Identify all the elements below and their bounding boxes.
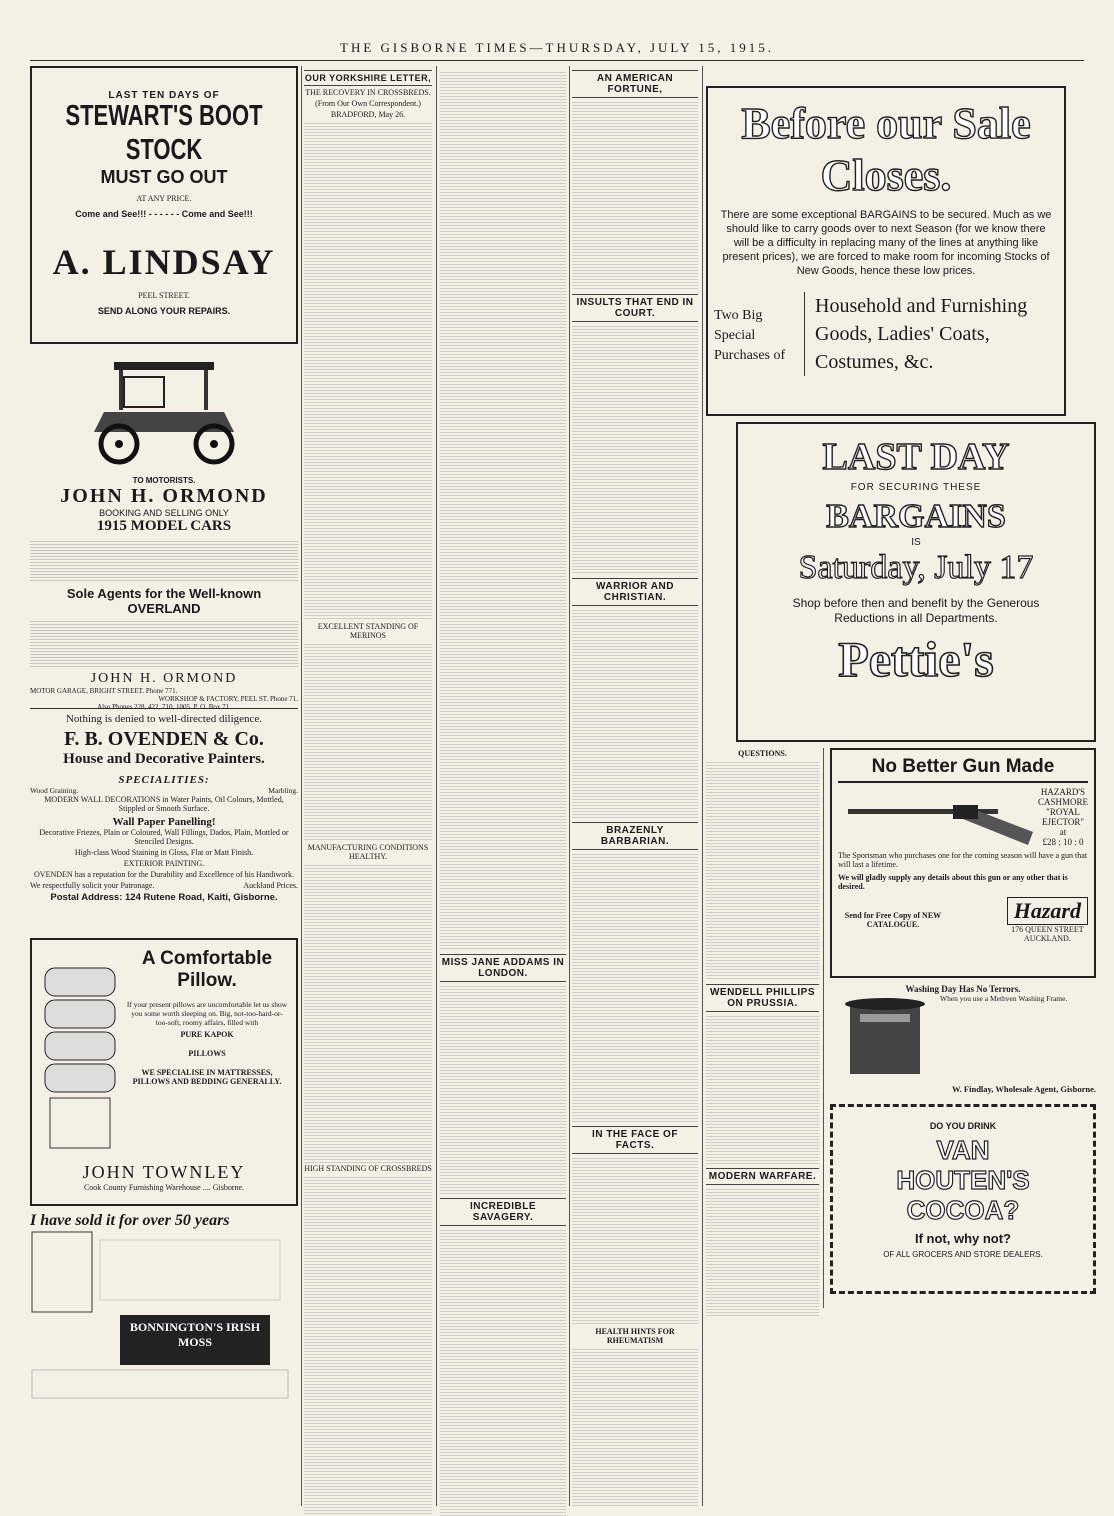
- stewart-line1: LAST TEN DAYS OF: [108, 90, 220, 101]
- questions-heading: QUESTIONS.: [738, 749, 787, 758]
- bonnington-head: I have sold it for over 50 years: [30, 1212, 230, 1229]
- crossbreds-body: [304, 1175, 432, 1516]
- insults-heading: INSULTS THAT END IN COURT.: [572, 294, 698, 322]
- ormond-to: TO MOTORISTS.: [132, 476, 196, 485]
- lindsay-tagline: SEND ALONG YOUR REPAIRS.: [97, 306, 231, 316]
- warrior-heading: WARRIOR AND CHRISTIAN.: [572, 578, 698, 606]
- petties-is: IS: [911, 537, 921, 548]
- masthead-rule: [30, 60, 1084, 61]
- hazard-name: HAZARD'S: [1040, 787, 1086, 797]
- petties-lastday-ad: [736, 422, 1096, 742]
- barbarian-body: [572, 852, 698, 1122]
- ormond-workshop: WORKSHOP & FACTORY, PEEL ST. Phone 71.: [158, 695, 298, 703]
- ovenden-denied: Nothing is denied to well-directed diligence.: [65, 713, 263, 725]
- petties-for: FOR SECURING THESE: [850, 482, 982, 493]
- column-3: [440, 66, 566, 1516]
- petties-shop: Shop before then and benefit by the Generous Reductions in all Departments.: [792, 596, 1040, 625]
- column-4: [572, 66, 698, 1516]
- facts-heading: IN THE FACE OF FACTS.: [572, 1126, 698, 1154]
- ovenden-wallpaper: Wall Paper Panelling!: [112, 816, 216, 828]
- column-1: [30, 66, 298, 1516]
- bonnington-brand: BONNINGTON'S IRISH MOSS: [129, 1320, 261, 1349]
- hazard-addr1: 176 QUEEN STREET: [1011, 925, 1084, 934]
- ormond-name: JOHN H. ORMOND: [60, 485, 268, 507]
- bonnington-ad: [30, 1212, 298, 1412]
- vanhouten-dealers: OF ALL GROCERS AND STORE DEALERS.: [883, 1250, 1043, 1259]
- hazard-title: No Better Gun Made: [838, 756, 1088, 783]
- washing-frame-illustration: [830, 994, 940, 1084]
- shotgun-illustration: [838, 787, 1038, 847]
- ormond-signature: JOHN H. ORMOND: [90, 671, 238, 686]
- yorkshire-place: BRADFORD, May 26.: [330, 110, 406, 119]
- ovenden-rep: OVENDEN has a reputation for the Durability and Excellence of his Handiwork.: [34, 870, 294, 879]
- petties-sale-ad: [706, 86, 1066, 416]
- addams-heading: MISS JANE ADDAMS IN LONDON.: [440, 954, 566, 982]
- ovenden-modern: MODERN WALL DECORATIONS in Water Paints, Oil Colours, Mottled, Stippled or Smooth Surface.: [44, 795, 284, 813]
- questions-column: [706, 748, 824, 1308]
- vanhouten-brand2: HOUTEN'S: [896, 1165, 1030, 1195]
- insults-body: [572, 324, 698, 574]
- findlay-ad: [830, 984, 1096, 1104]
- ormond-garage: MOTOR GARAGE, BRIGHT STREET. Phone 771.: [30, 687, 178, 695]
- column-divider: [702, 66, 703, 1506]
- pillow-stack-illustration: [40, 948, 120, 1158]
- townley-mattress: WE SPECIALISE IN MATTRESSES, PILLOWS AND BEDDING GENERALLY.: [132, 1068, 282, 1086]
- petties-sale-title: Before our Sale Closes.: [741, 99, 1031, 200]
- ormond-ad: [30, 352, 298, 711]
- petties-logo: Pettie's: [838, 631, 994, 687]
- hazard-ad: [830, 748, 1096, 978]
- hazard-logo: Hazard: [1007, 897, 1088, 925]
- ovenden-trade: House and Decorative Painters.: [63, 751, 265, 767]
- column-divider: [301, 66, 302, 1506]
- manufacturing-body: [304, 863, 432, 1163]
- ovenden-prices: Auckland Prices.: [243, 881, 298, 890]
- ovenden-ad: [30, 708, 298, 938]
- barbarian-heading: BRAZENLY BARBARIAN.: [572, 822, 698, 850]
- ovenden-patronage: We respectfully solicit your Patronage.: [30, 881, 155, 890]
- vanhouten-brand3: COCOA?: [906, 1195, 1020, 1225]
- fortune-heading: AN AMERICAN FORTUNE,: [572, 70, 698, 98]
- health-heading: HEALTH HINTS FOR RHEUMATISM: [595, 1327, 675, 1345]
- petties-last-day: LAST DAY: [822, 436, 1010, 478]
- ormond-phones: Also Phones 228, 422, 710, 1005. P. O. Box 71.: [97, 703, 231, 711]
- hazard-price: £28 : 10 : 0: [1042, 837, 1084, 847]
- townley-body: If your present pillows are uncomfortable let us show you some worth sleeping on. Big, not-too-hard-or-too-soft, roomy affairs, filled with: [126, 1000, 288, 1027]
- vanhouten-ad: [830, 1104, 1096, 1294]
- stewart-any-price: AT ANY PRICE.: [136, 194, 192, 203]
- warfare-body: [706, 1187, 819, 1317]
- savagery-heading: INCREDIBLE SAVAGERY.: [440, 1198, 566, 1226]
- column-divider: [569, 66, 570, 1506]
- motor-car-illustration: [64, 352, 264, 472]
- addams-body: [440, 984, 566, 1194]
- phillips-heading: WENDELL PHILLIPS ON PRUSSIA.: [706, 984, 819, 1012]
- ovenden-friezes: Decorative Friezes, Plain or Coloured, Wall Fillings, Dados, Plain, Mottled or Stenciled Designs.: [39, 828, 289, 846]
- yorkshire-manufacturing: MANUFACTURING CONDITIONS HEALTHY.: [307, 843, 429, 861]
- townley-pillows: PILLOWS: [188, 1049, 226, 1058]
- townley-kapok: PURE KAPOK: [180, 1030, 234, 1039]
- townley-name: JOHN TOWNLEY: [82, 1162, 246, 1182]
- petties-purchases: Two Big Special Purchases of: [714, 308, 786, 363]
- ormond-cars: 1915 MODEL CARS: [96, 518, 232, 534]
- findlay-body: When you use a Methven Washing Frame.: [939, 994, 1068, 1003]
- ovenden-marbling: Marbling.: [268, 786, 298, 795]
- vanhouten-q: DO YOU DRINK: [929, 1121, 997, 1131]
- hazard-details: We will gladly supply any details about this gun or any other that is desired.: [837, 873, 1068, 891]
- yorkshire-merinos: EXCELLENT STANDING OF MERINOS: [317, 622, 419, 640]
- stewart-come-see: Come and See!!! - - - - - - Come and See!!!: [75, 209, 253, 219]
- vanhouten-ifnot: If not, why not?: [914, 1231, 1012, 1246]
- ormond-booking: BOOKING AND SELLING ONLY: [99, 508, 229, 518]
- stewart-must-go: MUST GO OUT: [100, 167, 228, 187]
- health-body: [572, 1347, 698, 1507]
- bonnington-illustration: [30, 1230, 290, 1400]
- phillips-body: [706, 1014, 819, 1164]
- yorkshire-heading: OUR YORKSHIRE LETTER,: [304, 70, 432, 86]
- petties-sale-body: There are some exceptional BARGAINS to be secured. Much as we should like to carry goods over to next Season (for we know there will be a difficulty in replacing many of the lines at anything like present prices), we are forced to make room for incoming Stocks of New Goods, hence these low prices.: [720, 209, 1052, 277]
- findlay-sig: W. Findlay, Wholesale Agent, Gisborne.: [951, 1084, 1096, 1094]
- questions-body: [706, 760, 819, 980]
- lindsay-street: PEEL STREET.: [138, 291, 190, 300]
- townley-title: A Comfortable Pillow.: [141, 948, 273, 991]
- fortune-body: [572, 100, 698, 290]
- hazard-royal: "ROYAL EJECTOR": [1041, 807, 1084, 827]
- townley-addr: Cook County Furnishing Warehouse .... Gisborne.: [83, 1183, 245, 1192]
- facts-body: [572, 1156, 698, 1326]
- ovenden-highclass: High-class Wood Staining in Gloss, Flat or Matt Finish.: [74, 848, 254, 857]
- masthead: THE GISBORNE TIMES—THURSDAY, JULY 15, 1915.: [340, 40, 774, 55]
- hazard-body: The Sportsman who purchases one for the coming season will have a gun that will last a lifetime.: [837, 851, 1088, 869]
- ormond-body-text: [30, 539, 298, 583]
- stewart-title: STEWART'S BOOT STOCK: [65, 99, 263, 166]
- yorkshire-subheading: THE RECOVERY IN CROSSBREDS.: [305, 88, 431, 97]
- petties-goods: Household and Furnishing Goods, Ladies' Coats, Costumes, &c.: [804, 292, 1058, 376]
- savagery-body: [440, 1228, 566, 1516]
- hazard-cashmore: CASHMORE: [1037, 797, 1088, 807]
- warfare-heading: MODERN WARFARE.: [706, 1168, 819, 1185]
- yorkshire-crossbreds: HIGH STANDING OF CROSSBREDS: [304, 1164, 432, 1173]
- merinos-body: [304, 642, 432, 842]
- column-divider: [436, 66, 437, 1506]
- ovenden-exterior: EXTERIOR PAINTING.: [123, 859, 205, 868]
- yorkshire-continued: [440, 70, 566, 950]
- hazard-addr2: AUCKLAND.: [1023, 934, 1071, 943]
- townley-ad: [30, 938, 298, 1206]
- warrior-body: [572, 608, 698, 818]
- ovenden-spec: SPECIALITIES:: [118, 774, 210, 786]
- vanhouten-brand1: VAN: [936, 1135, 990, 1165]
- stewart-ad: [30, 66, 298, 344]
- column-2: [304, 66, 432, 1516]
- ormond-body-text-2: [30, 619, 298, 667]
- hazard-at: at: [1059, 827, 1067, 837]
- petties-date: Saturday, July 17: [798, 549, 1034, 586]
- ormond-agents: Sole Agents for the Well-known OVERLAND: [66, 586, 262, 616]
- yorkshire-body: [304, 121, 432, 621]
- hazard-send: Send for Free Copy of NEW CATALOGUE.: [844, 911, 942, 929]
- yorkshire-correspondent: (From Our Own Correspondent.): [315, 99, 421, 108]
- ovenden-name: F. B. OVENDEN & Co.: [64, 728, 264, 750]
- ovenden-graining: Wood Graining.: [30, 786, 79, 795]
- lindsay-name: A. LINDSAY: [52, 242, 276, 282]
- petties-bargains: BARGAINS: [826, 498, 1006, 535]
- column-5: [706, 66, 1096, 1516]
- findlay-head: Washing Day Has No Terrors.: [905, 984, 1021, 994]
- ovenden-postal: Postal Address: 124 Rutene Road, Kaiti, Gisborne.: [50, 892, 278, 903]
